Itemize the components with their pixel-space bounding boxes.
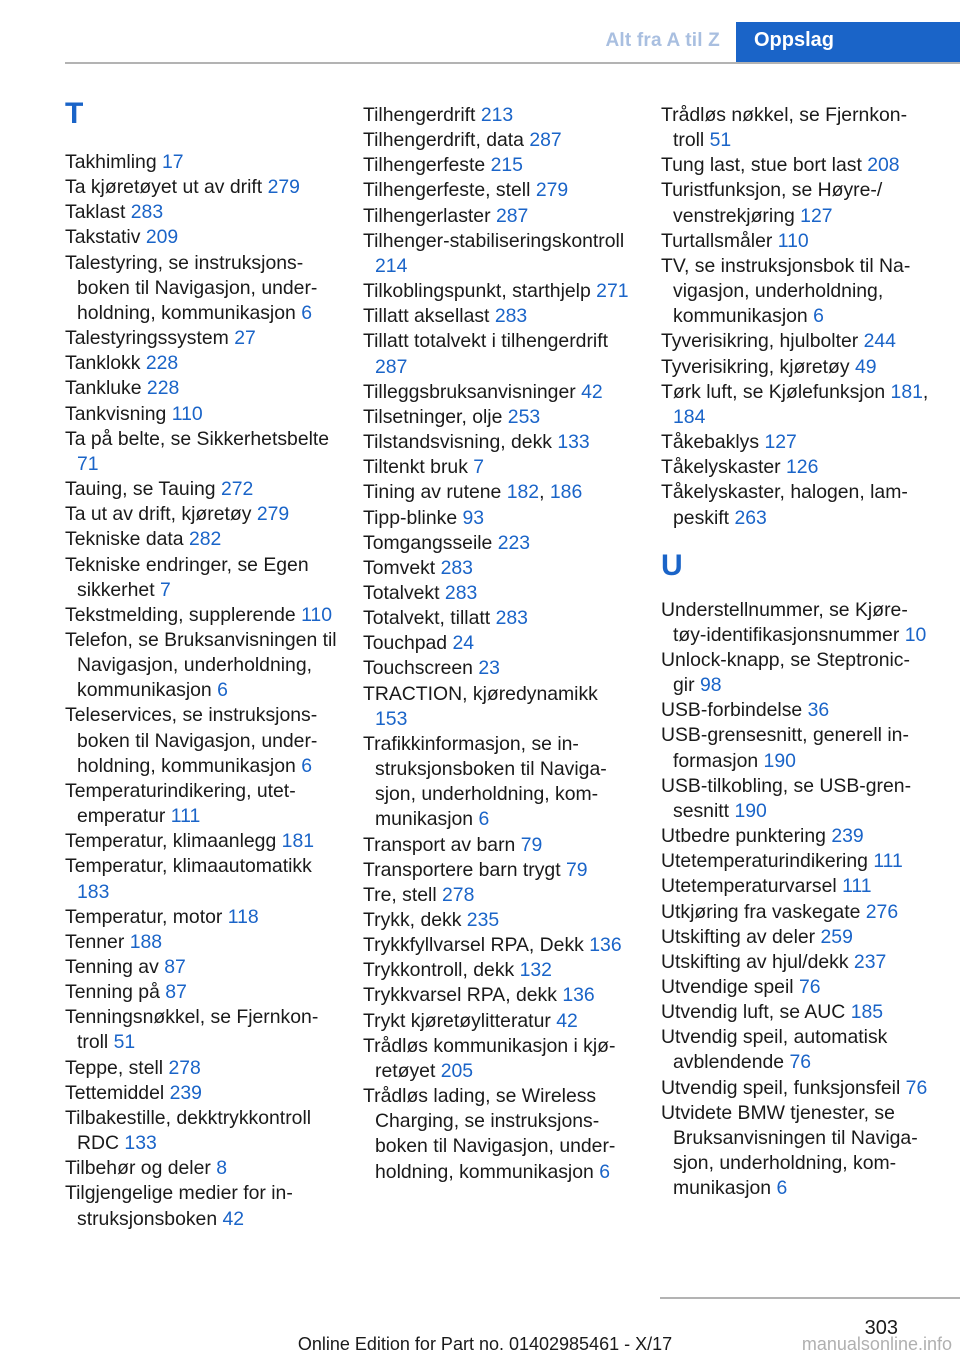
index-entry	[363, 908, 635, 933]
index-entry	[65, 351, 337, 376]
index-entry	[661, 849, 931, 874]
index-column-3	[661, 103, 931, 1201]
index-entry	[363, 983, 635, 1008]
index-entry	[363, 958, 635, 983]
index-entry	[363, 455, 635, 480]
index-entry	[363, 329, 635, 379]
index-term: Tomvekt	[363, 556, 436, 579]
index-term: Temperaturindikering, utetemperatur	[65, 779, 296, 828]
index-entry	[65, 1081, 337, 1106]
index-term: Trafikkinformasjon, se instruksjonsboken til Navigasjon, underholdning, kommunikasjon	[363, 732, 607, 831]
index-term: Utbedre punktering	[661, 825, 826, 848]
index-entry	[661, 900, 931, 925]
page-reference-link[interactable]: 127	[764, 431, 797, 454]
index-term: Tillatt aksellast	[363, 305, 490, 328]
index-entry	[363, 581, 635, 606]
index-entry	[65, 779, 337, 829]
footer-divider	[660, 1297, 960, 1299]
index-term: Tung last, stue bort last	[661, 154, 862, 177]
page-reference-link[interactable]: 279	[256, 503, 290, 526]
page-reference-link[interactable]: 87	[164, 956, 186, 978]
index-term: Tilbakestille, dekktrykkontroll RDC	[65, 1106, 312, 1155]
index-term: Temperatur, motor	[65, 905, 223, 928]
index-entry	[363, 732, 635, 833]
index-entry	[661, 950, 931, 975]
page-reference-link[interactable]: 259	[820, 925, 853, 948]
index-term: USB-forbindelse	[661, 699, 803, 722]
page-reference-link[interactable]: 282	[188, 528, 222, 551]
index-term: Trykk, dekk	[363, 909, 462, 931]
index-term: Tyverisikring, kjøretøy	[661, 355, 850, 378]
index-entry	[65, 1056, 337, 1081]
index-entry	[363, 153, 635, 178]
page-reference-link[interactable]: 228	[145, 352, 179, 375]
page-reference-link[interactable]: 235	[466, 909, 500, 931]
index-term: Trykkfyllvarsel RPA, Dekk	[363, 934, 584, 957]
index-term: Tekniske data	[65, 528, 184, 551]
index-term: Taklast	[65, 201, 126, 224]
page-reference-link[interactable]: 153	[375, 707, 408, 730]
page-reference-link[interactable]: 17	[162, 151, 184, 173]
index-entry	[65, 251, 337, 326]
index-column-1	[65, 96, 337, 1232]
index-term: Utskifting av deler	[661, 925, 816, 948]
index-term: Tilhengerdrift	[363, 104, 476, 126]
page-reference-link[interactable]: 111	[170, 805, 201, 828]
page-reference-link[interactable]: 244	[863, 330, 896, 353]
index-entry	[661, 874, 931, 899]
page-reference-link[interactable]: 181	[890, 380, 923, 403]
index-term: Tilhengerlaster	[363, 204, 491, 227]
page-reference-link[interactable]: 283	[444, 581, 478, 604]
index-term: Teppe, stell	[65, 1056, 164, 1079]
index-entry	[65, 1156, 337, 1181]
index-entry	[363, 430, 635, 455]
page-reference-link[interactable]: 184	[673, 405, 706, 428]
index-term: Tillatt totalvekt i tilhengerdrift	[363, 330, 608, 353]
index-entry	[363, 933, 635, 958]
index-entry	[363, 204, 635, 229]
index-term: Tilgjengelige medier for instruksjonsboken	[65, 1182, 293, 1230]
page-reference-link[interactable]: 111	[842, 875, 872, 898]
page-reference-link[interactable]: 239	[169, 1081, 202, 1104]
page-reference-link[interactable]: 76	[905, 1076, 928, 1099]
index-entry	[65, 477, 337, 502]
page-reference-link[interactable]: 239	[831, 825, 864, 848]
page-reference-link[interactable]: 279	[535, 179, 569, 202]
page-reference-link[interactable]: 126	[786, 456, 819, 479]
index-term: Tilhengerfeste	[363, 154, 486, 177]
page-reference-link[interactable]: 136	[562, 984, 595, 1007]
index-entry	[65, 930, 337, 955]
page-reference-link[interactable]: 7	[159, 578, 171, 601]
index-entry	[363, 304, 635, 329]
page-reference-link[interactable]: 181	[281, 830, 315, 853]
index-term: Tenner	[65, 930, 125, 953]
index-term: Tåkelyskaster	[661, 456, 781, 479]
index-term: Totalvekt, tillatt	[363, 607, 491, 630]
index-entry	[65, 980, 337, 1005]
index-column-2	[363, 103, 635, 1185]
index-term: Tørk luft, se Kjølefunksjon	[661, 380, 886, 403]
page-reference-link[interactable]: 98	[699, 674, 722, 697]
index-entry	[65, 703, 337, 778]
index-term: Temperatur, klimaautomatikk	[65, 855, 312, 878]
index-term: Trykkvarsel RPA, dekk	[363, 984, 557, 1007]
page-reference-link[interactable]: 287	[529, 129, 562, 152]
index-entry	[661, 648, 931, 698]
index-entry	[65, 527, 337, 552]
index-entry	[363, 405, 635, 430]
page-reference-link[interactable]: 213	[480, 104, 514, 126]
index-entry	[363, 833, 635, 858]
index-term: Understellnummer, se Kjøretøy-identifikasjonsnummer	[661, 598, 908, 646]
index-entry	[661, 824, 931, 849]
index-term: Tenning på	[65, 981, 160, 1004]
index-term: Tenning av	[65, 956, 159, 978]
page-reference-link[interactable]: 27	[234, 327, 256, 350]
page-reference-link[interactable]: 51	[113, 1031, 136, 1054]
page-reference-link[interactable]: 79	[565, 858, 588, 881]
index-entry	[661, 1076, 931, 1101]
index-entry	[65, 1181, 337, 1231]
page-reference-link[interactable]: 185	[850, 1001, 884, 1024]
index-entry	[661, 1025, 931, 1075]
page-reference-link[interactable]: 283	[130, 201, 164, 224]
index-entry	[363, 506, 635, 531]
page-reference-link[interactable]: 214	[375, 254, 408, 277]
index-entry	[65, 427, 337, 477]
page-reference-link[interactable]: 42	[556, 1009, 578, 1032]
page-reference-link[interactable]: 71	[77, 452, 99, 475]
index-entry	[363, 531, 635, 556]
page-number: 303	[864, 1317, 898, 1339]
index-entry	[363, 103, 635, 128]
index-entry	[363, 1009, 635, 1034]
index-term: Utkjøring fra vaskegate	[661, 900, 861, 923]
index-entry	[65, 1005, 337, 1055]
page-reference-link[interactable]: 283	[440, 556, 473, 579]
page-reference-link[interactable]: 23	[478, 657, 500, 680]
index-entry	[661, 925, 931, 950]
index-term: Tomgangsseile	[363, 531, 493, 554]
index-entry	[661, 153, 931, 178]
index-term: Tåkelyskaster, halogen, lampeskift	[661, 481, 908, 529]
index-entry	[65, 905, 337, 930]
index-entry	[363, 656, 635, 681]
index-term: Talestyringssystem	[65, 327, 229, 350]
page-reference-link[interactable]: 110	[171, 402, 203, 425]
index-entry	[661, 430, 931, 455]
index-term: TV, se instruksjonsbok til Navigasjon, underholdning, kommunikasjon	[661, 254, 911, 328]
page-reference-link[interactable]: 188	[129, 930, 163, 953]
index-term: Transportere barn trygt	[363, 858, 561, 881]
page-reference-link[interactable]: 24	[452, 632, 475, 655]
index-term: Totalvekt	[363, 581, 440, 604]
page-reference-link[interactable]: 42	[581, 380, 603, 403]
index-term: Touchscreen	[363, 657, 473, 680]
index-term: Utvendig speil, automatisk avblendende	[661, 1026, 888, 1074]
page-reference-link[interactable]: 186	[549, 481, 583, 504]
page-reference-link[interactable]: 6	[301, 301, 312, 324]
page-reference-link[interactable]: 190	[763, 749, 796, 772]
edition-text: Online Edition for Part no. 01402985461 - X/17	[297, 1334, 673, 1354]
index-term: Trådløs nøkkel, se Fjernkontroll	[661, 104, 908, 152]
page-reference-link[interactable]: 272	[220, 478, 254, 501]
page-reference-link[interactable]: 49	[854, 355, 877, 378]
page-reference-link[interactable]: 133	[124, 1132, 157, 1155]
page-reference-link[interactable]: 283	[495, 607, 528, 630]
index-term: Tilleggsbruksanvisninger	[363, 380, 576, 403]
index-entry	[65, 1106, 337, 1156]
page-reference-link[interactable]: 223	[497, 531, 531, 554]
index-term: Utskifting av hjul/dekk	[661, 950, 849, 973]
index-entry	[661, 178, 931, 228]
page-reference-link[interactable]: 237	[853, 950, 887, 973]
index-entry	[65, 628, 337, 703]
page-header	[0, 0, 960, 62]
page-reference-link[interactable]: 6	[813, 305, 824, 328]
page-reference-link[interactable]: 110	[301, 603, 332, 626]
watermark: manualsonline.info	[801, 1334, 952, 1354]
index-term: TRACTION, kjøredynamikk	[363, 682, 598, 705]
index-entry	[65, 854, 337, 904]
index-letter-heading: T	[65, 97, 84, 130]
page-reference-link[interactable]: 209	[145, 226, 179, 249]
index-term: Tenningsnøkkel, se Fjernkontroll	[65, 1006, 319, 1054]
index-entry	[363, 1084, 635, 1185]
index-term: Ta ut av drift, kjøretøy	[65, 503, 252, 526]
index-term: Turtallsmåler	[661, 229, 773, 252]
page-reference-link[interactable]: 271	[596, 280, 629, 303]
index-term: Telefon, se Bruksanvisningen til Navigasjon, underholdning, kommunikasjon	[65, 628, 337, 702]
index-term: Tipp-blinke	[363, 506, 458, 529]
index-term: Temperatur, klimaanlegg	[65, 830, 277, 853]
page-reference-link[interactable]: 287	[375, 355, 408, 378]
page-reference-link[interactable]: 136	[589, 934, 622, 957]
page-reference-link[interactable]: 6	[776, 1177, 788, 1200]
index-entry	[661, 1000, 931, 1025]
index-entry	[363, 380, 635, 405]
index-term: Unlock-knapp, se Steptronic-gir	[661, 648, 910, 697]
page-reference-link[interactable]: 276	[865, 900, 899, 923]
index-term: Teleservices, se instruksjonsboken til Navigasjon, underholdning, kommunikasjon	[65, 704, 318, 777]
index-entry: Tining av rutene 182, 186	[363, 481, 583, 504]
index-term: USB-grensesnitt, generell informasjon	[661, 724, 909, 772]
page-reference-link[interactable]: 10	[904, 623, 927, 646]
index-entry	[661, 254, 931, 329]
index-term: Tekstmelding, supplerende	[65, 603, 296, 626]
page-reference-link[interactable]: 183	[77, 880, 110, 903]
index-term: Utvendig speil, funksjonsfeil	[661, 1076, 901, 1099]
index-term: Utetemperaturvarsel	[661, 875, 837, 898]
index-entry	[363, 883, 635, 908]
index-entry	[363, 128, 635, 153]
page-reference-link[interactable]: 278	[168, 1056, 201, 1079]
page-reference-link[interactable]: 278	[442, 883, 475, 906]
index-term: Tettemiddel	[65, 1081, 165, 1104]
index-entry	[65, 502, 337, 527]
index-term: Tilsetninger, olje	[363, 405, 503, 428]
index-term: Transport av barn	[363, 833, 516, 856]
index-term: Tilbehør og deler	[65, 1157, 211, 1180]
page-reference-link[interactable]: 228	[146, 377, 180, 400]
index-term: Touchpad	[363, 632, 448, 655]
index-term: Trådløs lading, se Wireless Charging, se instruksjonsboken til Navigasjon, underholdning, kommunikasjon	[363, 1085, 616, 1183]
index-term: Utvendige speil	[661, 976, 794, 998]
index-entry	[65, 150, 337, 175]
footer	[0, 1334, 960, 1355]
index-entry	[363, 1034, 635, 1084]
index-term: Tanklokk	[65, 352, 141, 375]
page-reference-link[interactable]: 93	[462, 506, 485, 529]
page-reference-link[interactable]: 118	[227, 905, 259, 928]
index-entry	[363, 606, 635, 631]
index-entry	[65, 175, 337, 200]
index-entry	[363, 178, 635, 203]
index-term: Tiltenkt bruk	[363, 456, 468, 479]
page-reference-link[interactable]: 133	[557, 431, 590, 454]
page-reference-link[interactable]: 253	[507, 405, 541, 428]
index-entry	[661, 698, 931, 723]
index-entry	[661, 723, 931, 773]
page-reference-link[interactable]: 51	[709, 129, 732, 152]
page-reference-link[interactable]: 36	[807, 699, 830, 722]
page-reference-link[interactable]: 287	[495, 204, 529, 227]
header-divider	[65, 62, 960, 64]
index-entry	[661, 329, 931, 354]
page-reference-link[interactable]: 8	[216, 1157, 228, 1180]
index-term: USB-tilkobling, se USB-grensesnitt	[661, 774, 912, 822]
index-term: Tilhengerdrift, data	[363, 129, 524, 152]
index-entry	[661, 229, 931, 254]
index-term: Utvendig luft, se AUC	[661, 1001, 846, 1024]
page-reference-link[interactable]: 215	[490, 154, 523, 177]
page-reference-link[interactable]: 7	[473, 456, 485, 479]
page-reference-link[interactable]: 132	[519, 959, 552, 982]
index-entry	[65, 553, 337, 603]
index-entry	[363, 682, 635, 732]
page-reference-link[interactable]: 182	[506, 481, 540, 504]
index-entry	[661, 455, 931, 480]
index-entry	[363, 229, 635, 279]
index-entry	[65, 829, 337, 854]
index-term: Tilhenger-stabiliseringskontroll	[363, 229, 625, 252]
page-reference-link[interactable]: 208	[867, 154, 900, 177]
page-reference-link[interactable]: 127	[800, 204, 833, 227]
page-reference-link[interactable]: 87	[165, 981, 187, 1004]
index-entry	[65, 326, 337, 351]
page-reference-link[interactable]: 279	[267, 176, 300, 199]
index-entry: Tørk luft, se Kjølefunksjon 181, 184	[661, 380, 929, 428]
index-entry	[661, 975, 931, 1000]
index-term: Ta på belte, se Sikkerhetsbelte	[65, 427, 330, 450]
index-entry	[65, 603, 337, 628]
section-tab[interactable]: Oppslag	[736, 22, 960, 63]
index-term: Trådløs kommunikasjon i kjøretøyet	[363, 1034, 616, 1082]
index-entry	[65, 402, 337, 427]
index-term: Tauing, se Tauing	[65, 478, 216, 501]
index-term: Tining av rutene	[363, 481, 502, 504]
index-term: Tyverisikring, hjulbolter	[661, 330, 859, 353]
index-term: Ta kjøretøyet ut av drift	[65, 176, 263, 199]
page-reference-link[interactable]: 283	[494, 305, 528, 328]
index-term: Tilhengerfeste, stell	[363, 179, 531, 202]
index-term: Tekniske endringer, se Egen sikkerhet	[65, 553, 309, 601]
page-reference-link[interactable]: 42	[222, 1207, 245, 1230]
index-entry	[65, 200, 337, 225]
index-entry	[661, 480, 931, 530]
index-entry	[65, 225, 337, 250]
index-entry	[363, 631, 635, 656]
index-entry	[363, 556, 635, 581]
page-reference-link[interactable]: 190	[734, 799, 767, 822]
index-term: Takstativ	[65, 226, 141, 249]
page-reference-link[interactable]: 110	[777, 229, 809, 252]
index-term: Tilkoblingspunkt, starthjelp	[363, 280, 591, 303]
index-term: Takhimling	[65, 151, 157, 173]
index-entry	[65, 955, 337, 980]
index-term: Tankvisning	[65, 402, 167, 425]
index-term: Talestyring, se instruksjonsboken til Navigasjon, underholdning, kommunikasjon	[65, 251, 318, 324]
index-entry	[65, 376, 337, 401]
breadcrumb[interactable]: Alt fra A til Z	[605, 30, 720, 51]
page-reference-link[interactable]: 76	[789, 1051, 812, 1074]
index-entry	[363, 279, 635, 304]
index-term: Trykt kjøretøylitteratur	[363, 1009, 551, 1032]
index-entry	[363, 858, 635, 883]
index-term: Utetemperaturindikering	[661, 850, 868, 873]
index-term: Turistfunksjon, se Høyre-/ venstrekjøring	[661, 179, 883, 227]
page-reference-link[interactable]: 76	[798, 976, 821, 998]
page-reference-link[interactable]: 263	[734, 506, 767, 529]
index-entry	[661, 598, 931, 648]
page-reference-link[interactable]: 6	[217, 679, 228, 702]
index-entry	[661, 774, 931, 824]
index-term: Tilstandsvisning, dekk	[363, 431, 552, 454]
page-reference-link[interactable]: 111	[873, 850, 903, 873]
page-reference-link[interactable]: 79	[520, 833, 543, 856]
page-reference-link[interactable]: 6	[599, 1160, 610, 1183]
index-entry	[661, 103, 931, 153]
index-term: Tåkebaklys	[661, 431, 760, 454]
index-entry	[661, 355, 931, 380]
page-reference-link[interactable]: 6	[478, 808, 490, 831]
index-term: Tre, stell	[363, 883, 437, 906]
index-term: Trykkontroll, dekk	[363, 959, 515, 982]
page-reference-link[interactable]: 205	[440, 1059, 474, 1082]
index-term: Tankluke	[65, 377, 142, 400]
index-term: Utvidete BMW tjenester, se Bruksanvisningen til Navigasjon, underholdning, kommunikasjon	[661, 1101, 918, 1200]
index-entry	[661, 1101, 931, 1202]
index-letter-heading: U	[661, 548, 683, 582]
page-reference-link[interactable]: 6	[301, 754, 312, 777]
